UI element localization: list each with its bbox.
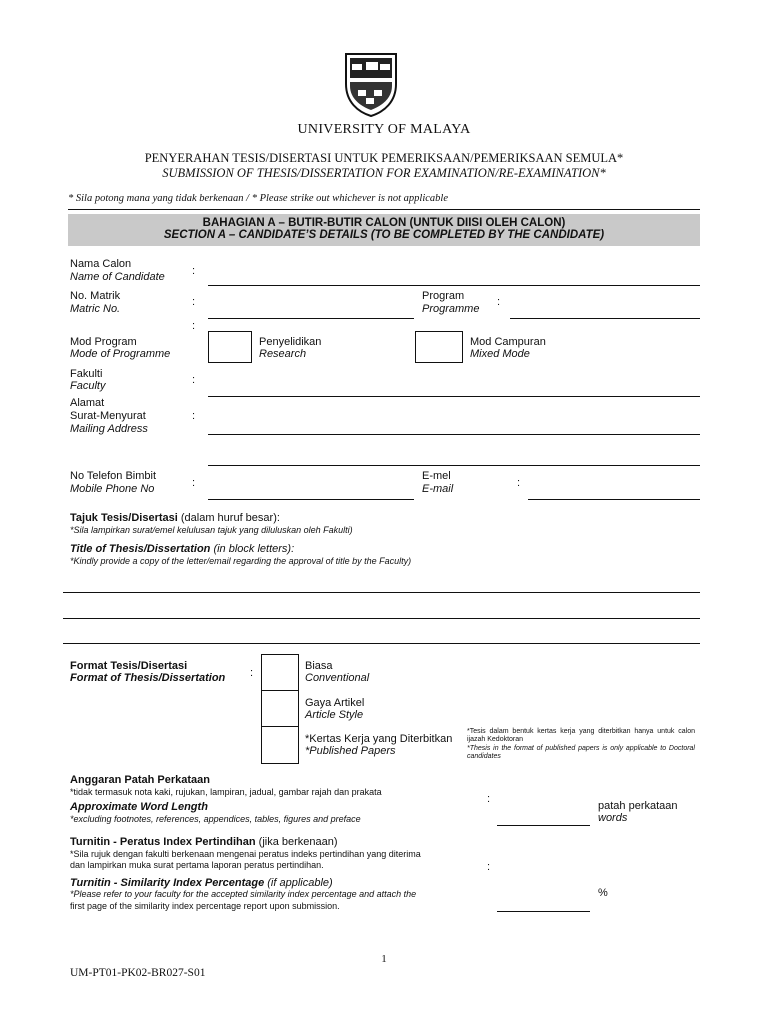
header-divider [68, 209, 700, 210]
word-length-label-english: Approximate Word Length [70, 801, 208, 813]
address-label-malay-2: Surat-Menyurat [70, 410, 146, 422]
format-note-english: *Thesis in the format of published papers is only applicable to Doctoral candidates [467, 745, 695, 760]
turnitin-note-malay-1: *Sila rujuk dengan fakulti berkenaan mengenai peratus indeks pertindihan yang diterima [70, 849, 421, 859]
turnitin-note-english-1: *Please refer to your faculty for the accepted similarity index percentage and attach the [70, 889, 417, 899]
format-article-checkbox[interactable] [261, 690, 299, 728]
email-label-malay: E-mel [422, 470, 451, 482]
format-note-malay: *Tesis dalam bentuk kertas kerja yang diterbitkan hanya untuk calon ijazah Kedoktoran [467, 728, 695, 743]
thesis-title-label-malay-main: Tajuk Tesis/Disertasi [70, 512, 178, 524]
address-label-english: Mailing Address [70, 423, 148, 435]
matric-input-line[interactable] [208, 318, 414, 319]
word-length-unit-english: words [598, 812, 628, 824]
faculty-colon: : [192, 374, 196, 386]
name-colon: : [192, 265, 196, 277]
turnitin-colon: : [487, 861, 491, 873]
research-checkbox[interactable] [208, 331, 252, 363]
format-option-article-english: Article Style [305, 709, 364, 721]
mode-label-malay: Mod Program [70, 336, 137, 348]
research-label-malay: Penyelidikan [259, 336, 322, 348]
format-option-published-english: *Published Papers [305, 745, 396, 757]
program-input-line[interactable] [510, 318, 700, 319]
word-length-input-line[interactable] [497, 825, 590, 826]
thesis-title-label-english-suffix: (in block letters): [210, 543, 295, 555]
faculty-label-malay: Fakulti [70, 368, 103, 380]
faculty-input-line[interactable] [208, 396, 700, 397]
university-name: UNIVERSITY OF MALAYA [297, 122, 471, 137]
turnitin-label-malay [70, 836, 338, 849]
program-label-english: Programme [422, 303, 480, 315]
turnitin-note-english-2: first page of the similarity index percentage report upon submission. [70, 901, 340, 911]
thesis-title-line-2[interactable] [63, 618, 700, 619]
thesis-title-label-malay [70, 512, 280, 525]
turnitin-input-line[interactable] [497, 911, 590, 912]
thesis-title-label-english-main: Title of Thesis/Dissertation [70, 543, 211, 555]
phone-label-english: Mobile Phone No [70, 483, 155, 495]
university-crest-logo [344, 52, 398, 118]
word-length-note-english: *excluding footnotes, references, appendices, tables, figures and preface [70, 814, 361, 824]
turnitin-note-malay-2: dan lampirkan muka surat pertama laporan peratus pertindihan. [70, 860, 324, 870]
format-option-published-malay: *Kertas Kerja yang Diterbitkan [305, 733, 453, 745]
research-label-english: Research [259, 348, 307, 360]
word-length-label-malay: Anggaran Patah Perkataan [70, 774, 210, 786]
section-a-banner [68, 214, 700, 246]
strike-out-note: * Sila potong mana yang tidak berkenaan / * Please strike out whichever is not applicable [68, 193, 448, 204]
word-length-note-malay: *tidak termasuk nota kaki, rujukan, lampiran, jadual, gambar rajah dan prakata [70, 787, 382, 797]
thesis-title-note-english: *Kindly provide a copy of the letter/email regarding the approval of title by the Faculty) [70, 556, 412, 566]
phone-colon: : [192, 477, 196, 489]
turnitin-label-english-suffix: (if applicable) [264, 877, 333, 889]
form-title-english: SUBMISSION OF THESIS/DISSERTATION FOR EXAMINATION/RE-EXAMINATION* [162, 166, 606, 180]
format-option-conventional-english: Conventional [305, 672, 370, 684]
thesis-title-label-english [70, 543, 294, 556]
phone-input-line[interactable] [208, 499, 414, 500]
word-length-colon: : [487, 793, 491, 805]
thesis-title-line-3[interactable] [63, 643, 700, 644]
mixed-label-english: Mixed Mode [470, 348, 530, 360]
section-a-title-english: SECTION A – CANDIDATE’S DETAILS (TO BE COMPLETED BY THE CANDIDATE) [163, 229, 605, 241]
format-label-english: Format of Thesis/Dissertation [70, 672, 226, 684]
mixed-mode-checkbox[interactable] [415, 331, 463, 363]
turnitin-label-english-main: Turnitin - Similarity Index Percentage [70, 877, 265, 889]
matric-colon: : [192, 296, 196, 308]
format-conventional-checkbox[interactable] [261, 654, 299, 692]
turnitin-label-malay-main: Turnitin - Peratus Index Pertindihan [70, 836, 256, 848]
matric-label-malay: No. Matrik [70, 290, 121, 302]
format-option-conventional-malay: Biasa [305, 660, 333, 672]
email-label-english: E-mail [422, 483, 454, 495]
email-colon: : [517, 477, 521, 489]
thesis-title-note-malay: *Sila lampirkan surat/emel kelulusan tajuk yang diluluskan oleh Fakulti) [70, 525, 353, 535]
thesis-title-line-1[interactable] [63, 592, 700, 593]
turnitin-percent-sign: % [598, 887, 608, 899]
name-label-english: Name of Candidate [70, 271, 165, 283]
email-input-line[interactable] [528, 499, 700, 500]
format-colon: : [250, 667, 254, 679]
name-input-line[interactable] [208, 285, 700, 286]
format-option-article-malay: Gaya Artikel [305, 697, 365, 709]
address-colon: : [192, 410, 196, 422]
program-colon: : [497, 296, 501, 308]
form-title-malay: PENYERAHAN TESIS/DISERTASI UNTUK PEMERIKSAAN/PEMERIKSAAN SEMULA* [144, 151, 624, 165]
mode-label-english: Mode of Programme [70, 348, 171, 360]
name-label-malay: Nama Calon [70, 258, 132, 270]
format-label-malay: Format Tesis/Disertasi [70, 660, 188, 672]
document-code: UM-PT01-PK02-BR027-S01 [70, 967, 206, 979]
faculty-label-english: Faculty [70, 380, 106, 392]
phone-label-malay: No Telefon Bimbit [70, 470, 157, 482]
turnitin-label-malay-suffix: (jika berkenaan) [255, 836, 338, 848]
mode-colon: : [192, 320, 196, 332]
program-label-malay: Program [422, 290, 465, 302]
page-number: 1 [381, 953, 387, 965]
section-a-title-malay: BAHAGIAN A – BUTIR-BUTIR CALON (UNTUK DIISI OLEH CALON) [202, 217, 566, 229]
address-input-line-1[interactable] [208, 434, 700, 435]
format-published-checkbox[interactable] [261, 726, 299, 764]
thesis-title-label-malay-suffix: (dalam huruf besar): [177, 512, 280, 524]
matric-label-english: Matric No. [70, 303, 121, 315]
word-length-unit-malay: patah perkataan [598, 800, 678, 812]
address-input-line-2[interactable] [208, 465, 700, 466]
mixed-label-malay: Mod Campuran [470, 336, 546, 348]
address-label-malay-1: Alamat [70, 397, 105, 409]
